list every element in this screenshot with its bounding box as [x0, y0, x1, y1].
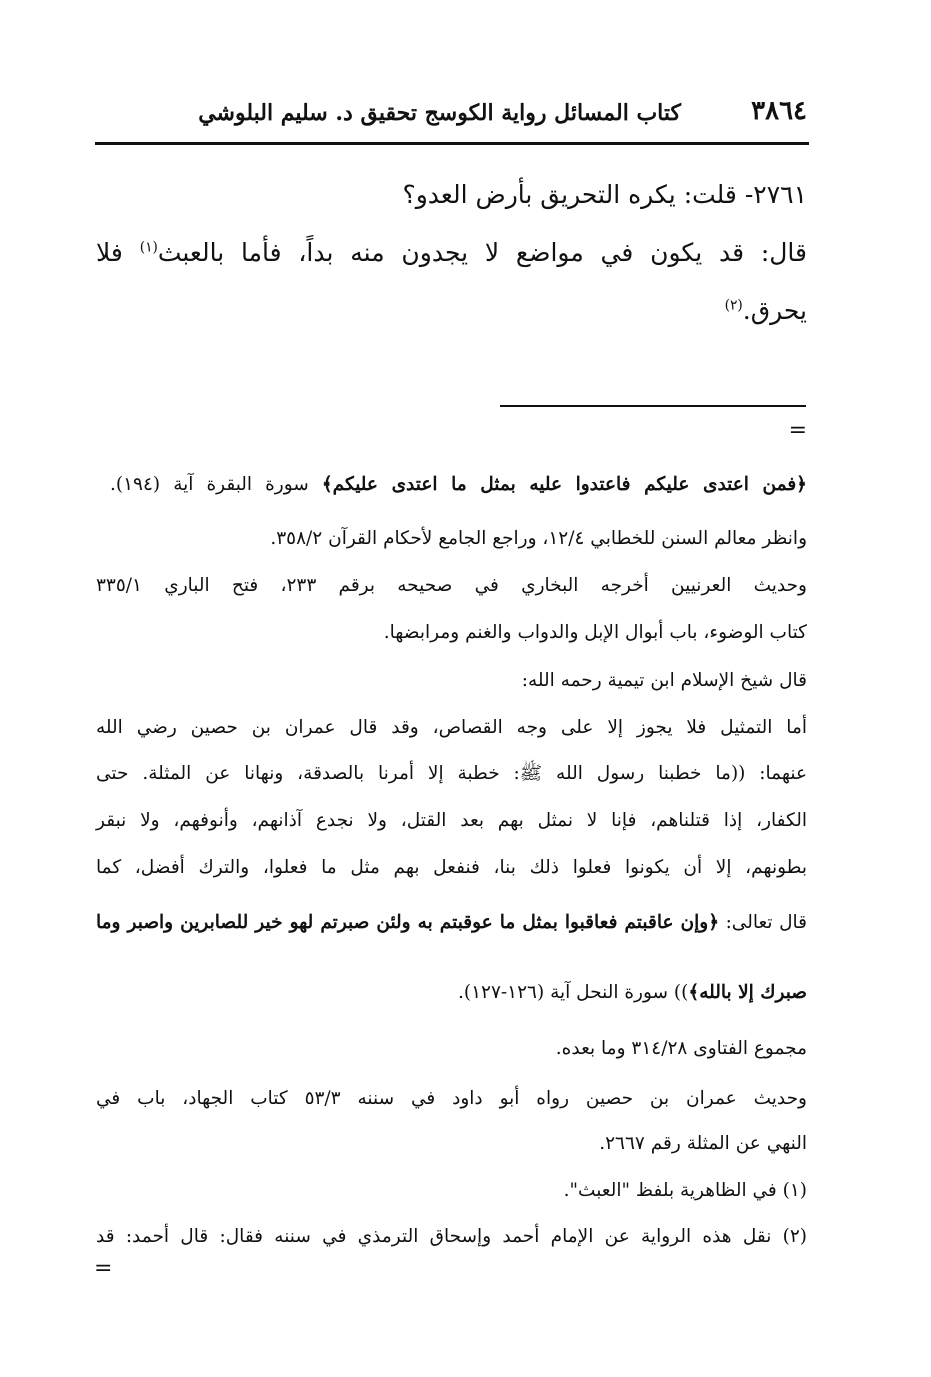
- answer-line-1: [96, 238, 807, 267]
- footnote-line: قال شيخ الإسلام ابن تيمية رحمه الله:: [521, 670, 807, 691]
- answer-text-2: يحرق.: [742, 296, 807, 325]
- footnote-2: (٢) نقل هذه الرواية عن الإمام أحمد وإسحاق الترمذي في سننه فقال: قال أحمد: قد: [96, 1226, 807, 1247]
- quran-verse: ﴿وإن عاقبتم فعاقبوا بمثل ما عوقبتم به ولئن صبرتم لهو خير للصابرين واصبر وما: [96, 912, 720, 933]
- footnote-line: بطونهم، إلا أن يكونوا فعلوا ذلك بنا، فنفعل بهم مثل ما فعلوا، والترك أفضل، كما: [96, 857, 807, 878]
- footnote-line: [458, 982, 807, 1003]
- footnote-line: [110, 474, 807, 495]
- continuation-mark-top: =: [788, 418, 807, 443]
- footnote-line: [96, 912, 807, 933]
- footnote-line: أما التمثيل فلا يجوز إلا على وجه القصاص، وقد قال عمران بن حصين رضي الله: [96, 717, 807, 738]
- continuation-mark-bottom: =: [94, 1256, 113, 1281]
- answer-line-2: [725, 296, 807, 325]
- quran-verse: صبرك إلا بالله﴾: [688, 982, 807, 1003]
- running-header-title: كتاب المسائل رواية الكوسج تحقيق د. سليم البلوشي: [198, 100, 681, 126]
- footnote-line: النهي عن المثلة رقم ٢٦٦٧.: [599, 1133, 807, 1154]
- footnote-ref-2: (٢): [724, 297, 743, 314]
- footnote-line: عنهما: ((ما خطبنا رسول الله ﷺ: خطبة إلا أمرنا بالصدقة، ونهانا عن المثلة. حتى: [96, 763, 807, 784]
- footnote-ref-1: (١): [139, 239, 158, 256]
- footnote-line: الكفار، إذا قتلناهم، فإنا لا نمثل بهم بعد القتل، ولا نجدع آذانهم، وأنوفهم، ولا نبقر: [96, 810, 807, 831]
- quran-verse: ﴿فمن اعتدى عليكم فاعتدوا عليه بمثل ما اعتدى عليكم﴾: [321, 474, 807, 495]
- footnote-text: سورة البقرة آية (١٩٤).: [110, 474, 322, 495]
- footnote-line: وحديث عمران بن حصين رواه أبو داود في سننه ٥٣/٣ كتاب الجهاد، باب في: [96, 1088, 807, 1109]
- footnote-line: وحديث العرنيين أخرجه البخاري في صحيحه برقم ٢٣٣، فتح الباري ٣٣٥/١: [96, 575, 807, 596]
- footnote-separator: [500, 405, 806, 407]
- footnote-text: قال تعالى:: [719, 912, 807, 933]
- footnote-line: كتاب الوضوء، باب أبوال الإبل والدواب والغنم ومرابضها.: [383, 622, 807, 643]
- footnote-1: (١) في الظاهرية بلفظ "العبث".: [563, 1180, 807, 1201]
- question-line: ٢٧٦١- قلت: يكره التحريق بأرض العدو؟: [402, 180, 807, 209]
- footnote-text: )) سورة النحل آية (١٢٦-١٢٧).: [457, 982, 689, 1003]
- answer-text-1: قال: قد يكون في مواضع لا يجدون منه بداً، فأما بالعبث: [157, 238, 807, 267]
- footnote-line: مجموع الفتاوى ٣١٤/٢٨ وما بعده.: [555, 1038, 807, 1059]
- header-rule: [95, 142, 809, 145]
- page-number: ٣٨٦٤: [751, 96, 807, 126]
- answer-text-1-end: فلا: [96, 238, 123, 267]
- footnote-line: وانظر معالم السنن للخطابي ١٢/٤، وراجع الجامع لأحكام القرآن ٣٥٨/٢.: [270, 528, 807, 549]
